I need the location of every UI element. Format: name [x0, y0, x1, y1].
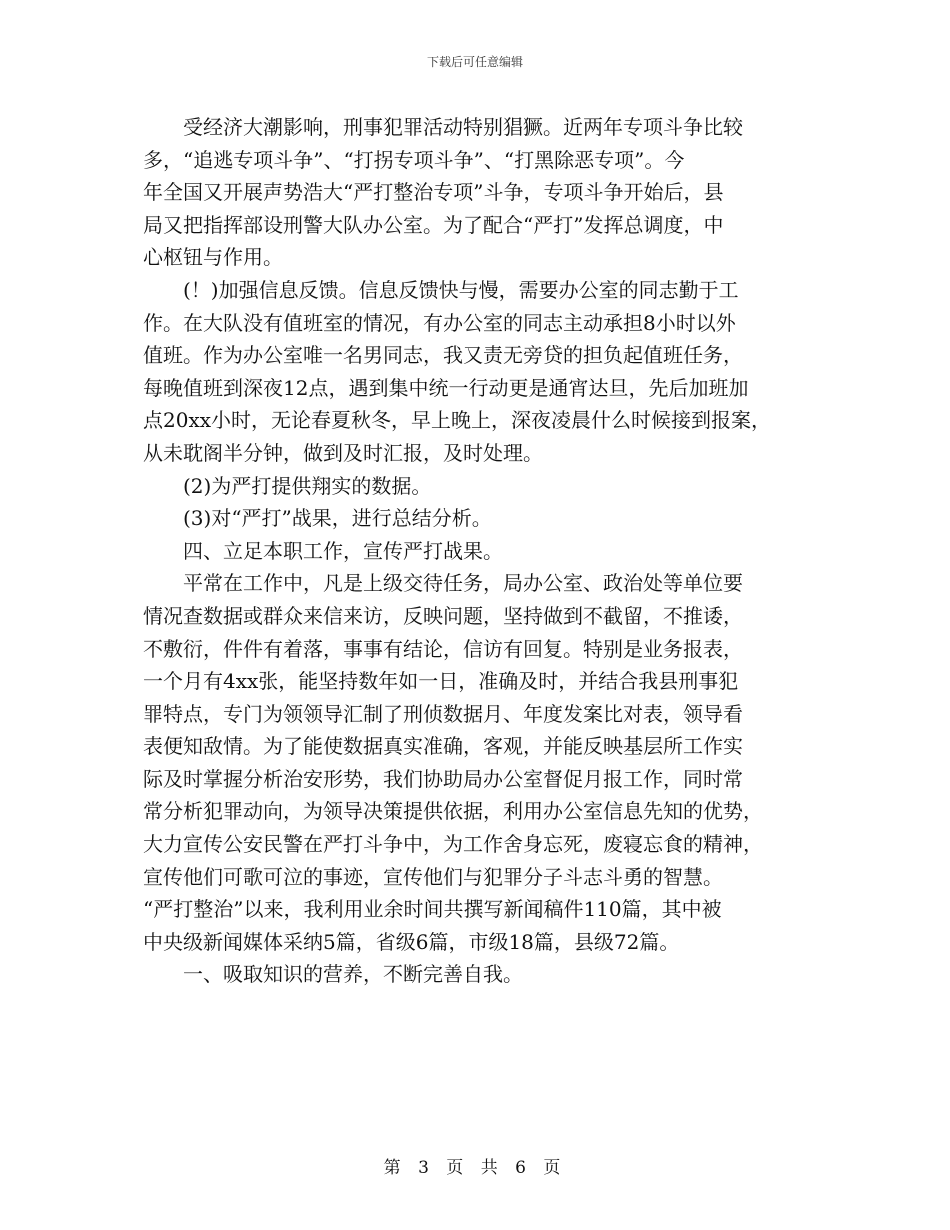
text-line: (2)为严打提供翔实的数据。 [143, 473, 432, 498]
text-line: 情况查数据或群众来信来访，反映问题，坚持做到不截留，不推诿， [143, 603, 743, 628]
section-heading: 四、立足本职工作，宣传严打战果。 [143, 538, 503, 563]
text-line: 年全国又开展声势浩大“严打整治专项”斗争，专项斗争开始后，县 [143, 180, 724, 205]
text-line: “严打整治”以来，我利用业余时间共撰写新闻稿件110篇，其中被 [143, 897, 722, 922]
text-line: 一个月有4xx张，能坚持数年如一日，准确及时，并结合我县刑事犯 [143, 669, 739, 694]
text-line: 常分析犯罪动向，为领导决策提供依据，利用办公室信息先知的优势， [143, 799, 763, 824]
text-line: 中央级新闻媒体采纳5篇，省级6篇，市级18篇，县级72篇。 [143, 929, 680, 954]
text-line: 点20xx小时，无论春夏秋冬，早上晚上，深夜凌晨什么时候接到报案， [143, 408, 772, 433]
text-line: 宣传他们可歌可泣的事迹，宣传他们与犯罪分子斗志斗勇的智慧。 [143, 864, 723, 889]
text-line: 际及时掌握分析治安形势，我们协助局办公室督促月报工作，同时常 [143, 766, 743, 791]
text-line: 心枢钮与作用。 [143, 245, 283, 270]
text-line: 平常在工作中，凡是上级交待任务，局办公室、政治处等单位要 [143, 571, 743, 596]
text-line: 罪特点，专门为领领导汇制了刑侦数据月、年度发案比对表，领导看 [143, 701, 743, 726]
section-heading: 一、吸取知识的营养，不断完善自我。 [143, 962, 523, 987]
text-line: 作。在大队没有值班室的情况，有办公室的同志主动承担8小时以外 [143, 310, 736, 335]
text-line: 不敷衍，件件有着落，事事有结论，信访有回复。特别是业务报表， [143, 636, 743, 661]
page-header: 下载后可任意编辑 [426, 55, 523, 69]
text-line: 大力宣传公安民警在严打斗争中，为工作舍身忘死，废寝忘食的精神， [143, 832, 763, 857]
text-line: 局又把指挥部设刑警大队办公室。为了配合“严打”发挥总调度，中 [143, 212, 724, 237]
text-line: 表便知敌情。为了能使数据真实准确，客观，并能反映基层所工作实 [143, 734, 743, 759]
text-line: 从未耽阁半分钟，做到及时汇报，及时处理。 [143, 440, 543, 465]
text-line: 多，“追逃专项斗争”、“打拐专项斗争”、“打黑除恶专项”。今 [143, 147, 685, 172]
text-line: 受经济大潮影响，刑事犯罪活动特别猖獗。近两年专项斗争比较 [143, 115, 743, 139]
text-line: 值班。作为办公室唯一名男同志，我又责无旁贷的担负起值班任务， [143, 343, 743, 368]
text-line: (！)加强信息反馈。信息反馈快与慢，需要办公室的同志勤于工 [143, 277, 739, 302]
page-footer: 第 3 页 共 6 页 [383, 1158, 567, 1178]
text-line: (3)对“严打”战果，进行总结分析。 [143, 506, 492, 531]
document-body [143, 111, 808, 991]
text-line: 每晚值班到深夜12点，遇到集中统一行动更是通宵达旦，先后加班加 [143, 375, 749, 400]
